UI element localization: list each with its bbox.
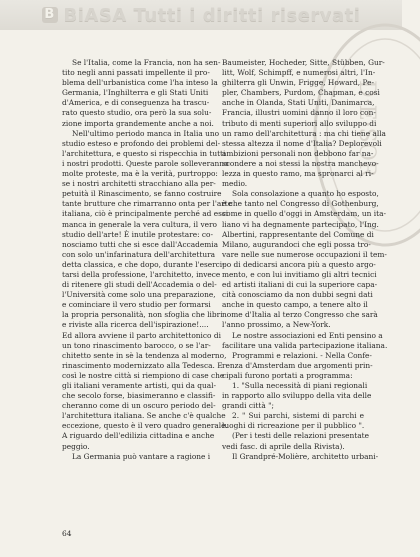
left-column-line: studio esteso e profondo dei problemi del- xyxy=(62,138,221,148)
right-column-line: Francia, illustri uomini danno il loro con- xyxy=(222,108,376,118)
right-column-line: l'anno prossimo, a New-York. xyxy=(222,320,331,330)
right-column-line: cità conosciamo da non dubbi segni dati xyxy=(222,290,373,300)
left-column-line: di ritenere gli studi dell'Accademia o del- xyxy=(62,280,217,290)
left-column-line: tante brutture che rimarranno onta per l'arte xyxy=(62,199,233,209)
right-column-line: grandi città "; xyxy=(222,401,274,411)
right-column-line: luoghi di ricreazione per il pubblico ". xyxy=(222,421,365,431)
right-column-line: Le nostre associazioni ed Enti pensino a xyxy=(232,330,383,340)
left-column-line: molte proteste, ma è la verità, purtroppo: xyxy=(62,169,218,179)
right-column-line: po di dedicarsi ancora più a questo argo- xyxy=(222,259,376,269)
left-column-line: italiana, ciò è principalmente perché ad essi xyxy=(62,209,229,219)
right-column-line: Il Grandpré-Molière, architetto urbani- xyxy=(232,451,379,461)
left-column-line: con solo un'infarinatura dell'architettura xyxy=(62,249,216,259)
right-column-line: vare nelle sue numerose occupazioni il tem- xyxy=(222,249,387,259)
right-column-line: medio. xyxy=(222,179,248,189)
right-column-line: litt, Wolf, Schimpff, e numerosi altri, l'In- xyxy=(222,68,376,78)
left-column-line: nosciamo tutti che si esce dall'Accademia xyxy=(62,239,219,249)
left-column-line: i nostri prodotti. Queste parole solleveranno xyxy=(62,158,229,168)
right-column-line: Programmi e relazioni. - Nella Confe- xyxy=(232,350,372,360)
right-column-line: ghilterra gli Unwin, Frigge, Howard, Pe- xyxy=(222,78,374,88)
page-number: 64 xyxy=(62,529,72,538)
watermark-banner xyxy=(0,0,402,30)
left-column-line: cheranno come di un oscuro periodo del- xyxy=(62,401,216,411)
right-column-line: ambizioni personali non debbono far na- xyxy=(222,148,374,158)
left-column-line: e cominciare il vero studio per formarsi xyxy=(62,300,211,310)
right-column-line: lezza in questo ramo, ma spronarci al ri- xyxy=(222,169,374,179)
document-page xyxy=(0,32,402,557)
right-column-line: Baumeister, Hocheder, Sitte, Stübben, Gur- xyxy=(222,58,385,67)
left-column-line: peggio. xyxy=(62,441,90,451)
right-column-line: nome d'Italia al terzo Congresso che sarà xyxy=(222,310,378,320)
right-column-line: facilitare una valida partecipazione italiana. xyxy=(222,340,388,350)
left-column-line: chitetto sente in sè la tendenza al moderno, xyxy=(62,350,227,360)
right-column-line: un ramo dell'architettura : ma chi tiene alla xyxy=(222,128,386,138)
left-column-line: la propria personalità, non sfoglia che libri xyxy=(62,310,223,320)
right-column-line: in rapporto allo sviluppo della vita delle xyxy=(222,391,372,401)
right-column-line: stessa altezza il nome d'Italia? Deplorevoli xyxy=(222,138,382,148)
right-column-line: vedi fasc. di aprile della Rivista). xyxy=(222,441,345,451)
left-column-line: d'America, e di conseguenza ha trascu- xyxy=(62,98,210,108)
right-column-line: Sola consolazione a quanto ho esposto, xyxy=(232,189,379,199)
right-column-line: pler, Chambers, Purdom, Chapman, e così xyxy=(222,88,380,98)
left-column-line: rinascimento modernizzato alla Tedesca. E xyxy=(62,360,223,370)
left-column-line: se i nostri architetti stracchiano alla per- xyxy=(62,179,216,189)
right-column-line: anche in questo campo, a tenere alto il xyxy=(222,300,368,310)
right-column-line: renza d'Amsterdam due argomenti prin- xyxy=(222,360,373,370)
left-column-line: rato questo studio, ora però la sua solu- xyxy=(62,108,212,118)
left-column-line: così le nostre città si riempiono di case che xyxy=(62,370,225,380)
left-column-line: A riguardo dell'edilizia cittadina e anche xyxy=(62,431,215,441)
left-column-line: tarsi della professione, l'architetto, invece xyxy=(62,269,221,279)
right-column-line: 1. "Sulla necessità di piani regionali xyxy=(232,381,368,390)
right-column-line: 2. " Sui parchi, sistemi di parchi e xyxy=(232,411,364,421)
library-logo-icon: B xyxy=(42,7,58,23)
svg-text:D·E·SOR: D·E·SOR xyxy=(354,80,379,178)
watermark-text: BiASA Tutti i diritti riservati xyxy=(63,4,361,26)
left-column-line: detta classica, e che dopo, durante l'eserci- xyxy=(62,259,225,269)
left-column-line: Ed allora avviene il parto architettonico di xyxy=(62,330,221,340)
left-column-line: La Germania può vantare a ragione i xyxy=(72,451,211,461)
right-column-line: (Per i testi delle relazioni presentate xyxy=(232,431,370,441)
right-column-line: scondere a noi stessi la nostra manchevo- xyxy=(222,158,379,168)
right-column-line: ed artisti italiani di cui la superiore capa- xyxy=(222,280,378,290)
left-column-line: l'architettura, e questo si rispecchia in tutti xyxy=(62,148,226,158)
left-column-line: petuità il Rinascimento, se fanno costruire xyxy=(62,189,222,199)
right-column-line: cipali furono portati a programma: xyxy=(222,370,353,380)
left-column-line: manca in generale la vera cultura, il vero xyxy=(62,219,218,229)
left-column-line: Se l'Italia, come la Francia, non ha sen- xyxy=(72,58,221,67)
right-column-line: anche in Olanda, Stati Uniti, Danimarca, xyxy=(222,98,375,108)
right-column-line: mento, e con lui invitiamo gli altri tecnici xyxy=(222,269,377,279)
left-column-line: Germania, l'Inghilterra e gli Stati Uniti xyxy=(62,88,209,98)
right-column-line: liano vi ha degnamente partecipato, l'Ing. xyxy=(222,219,379,229)
right-column-line: come in quello d'oggi in Amsterdam, un ita- xyxy=(222,209,387,219)
left-column-line: tito negli anni passati impellente il pro- xyxy=(62,68,210,78)
right-column-line: Albertini, rappresentante del Comune di xyxy=(222,229,374,239)
left-column-line: e riviste alla ricerca dell'ispirazione!.... xyxy=(62,320,209,330)
left-column-line: l'Università come solo una preparazione, xyxy=(62,290,216,300)
left-column-line: zione importa grandemente anche a noi. xyxy=(62,118,214,128)
left-column-line: Nell'ultimo periodo manca in Italia uno xyxy=(72,128,220,138)
left-column-line: un tono rinascimento barocco, o se l'ar- xyxy=(62,340,211,350)
left-column-line: blema dell'urbanistica come l'ha inteso la xyxy=(62,78,218,88)
left-column-line: che secolo forse, biasimeranno e classifi- xyxy=(62,391,216,401)
left-column xyxy=(62,58,233,462)
right-column-line: Milano, augurandoci che egli possa tro- xyxy=(222,239,371,249)
left-column-line: l'architettura italiana. Se anche c'è qualche xyxy=(62,411,226,421)
right-column-line: è che tanto nel Congresso di Gothenburg, xyxy=(222,199,379,209)
right-column-line: tributo di menti superiori allo sviluppo di xyxy=(222,118,377,128)
left-column-line: gli italiani veramente artisti, qui da qual- xyxy=(62,381,217,390)
left-column-line: studio dell'arte! È inutile protestare: co- xyxy=(62,229,213,239)
left-column-line: eccezione, questo è il vero quadro generale. xyxy=(62,421,228,431)
